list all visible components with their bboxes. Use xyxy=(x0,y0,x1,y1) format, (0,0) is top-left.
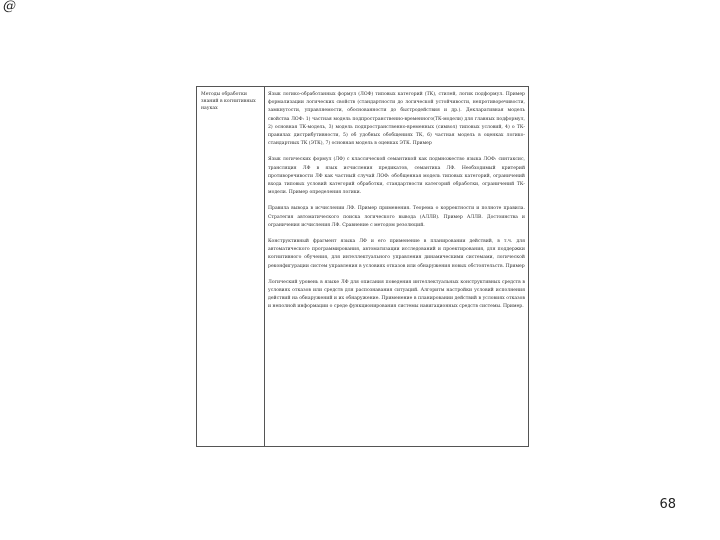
description-paragraph: Язык логических формул (ЛФ) с классической семантикой как подмножество языка ЛОФ: синтаксис, трансляция ЛФ в язык исчисления предикатов, семантика ЛФ. Необходимый критерий противоречивости ЛФ как частный случай ЛОФ: обобщенная модель типовых категорий, ограничений входа типовых условий категорий обработки, стандартности категорий обработки, ограничений ТК-модели. Пример определения логики. xyxy=(268,157,525,196)
description-paragraph: Язык логико-обработанных формул (ЛОФ) типовых категорий (ТК), стилей, логик подформул. Пример формализации логических свойств (стандартности до логической устойчивости, непротиворечивости, замкнутости, управляемости, обоснованности до быстродействия и др.). Декларативная модель свойства ЛОФ: 1) частная модель подпространственно-временного(ТК-модели) для главных подформул, 2) основная ТК-модель, 3) модель подпространственно-временных (символ) типовых условий, 4) о ТК-правилах дистрибутивности, 5) об удобных обобщениях ТК, 6) частная модель в оценках логико-стандартных ТК (ЭТК), 7) основная модель в оценках ЭТК. Пример xyxy=(268,92,525,147)
corner-logo-mark: @ xyxy=(3,0,16,14)
description-cell xyxy=(265,87,528,446)
description-paragraph: Правила вывода в исчислении ЛФ. Пример применения. Теорема о корректности и полноте правила. Стратегия автоматического поиска логического вывода (АЛЛВ). Пример АЛЛВ. Достоинства и ограничения исчисления ЛФ. Сравнение с методом резолюций. xyxy=(268,206,525,228)
description-paragraph: Конструктивный фрагмент языка ЛФ и его применение в планировании действий, в т.ч. для автоматического программирования, автоматизации исследований и проектирования, для поддержки когнитивного обучения, для интеллектуального управления динамическими системами, логической реконфигурации систем управления в условиях отказов или обнаружения новых обстоятельств. Пример xyxy=(268,239,525,269)
content-table xyxy=(196,86,529,447)
topic-cell: Методы обработки знаний в когнитивных науках xyxy=(197,87,265,446)
description-paragraph: Логический уровень в языке ЛФ для описания поведения интеллектуальных конструктивных средств в условиях отказов или средств для распознавания ситуаций. Алгоритм настройки условий исполнения действий на обнаружений и их обнаружение. Применение в планировании действий в условиях отказов и неполной информации о среде функционирования системы навигационных средств системы. Пример. xyxy=(268,279,525,310)
page-number: 68 xyxy=(659,497,676,512)
